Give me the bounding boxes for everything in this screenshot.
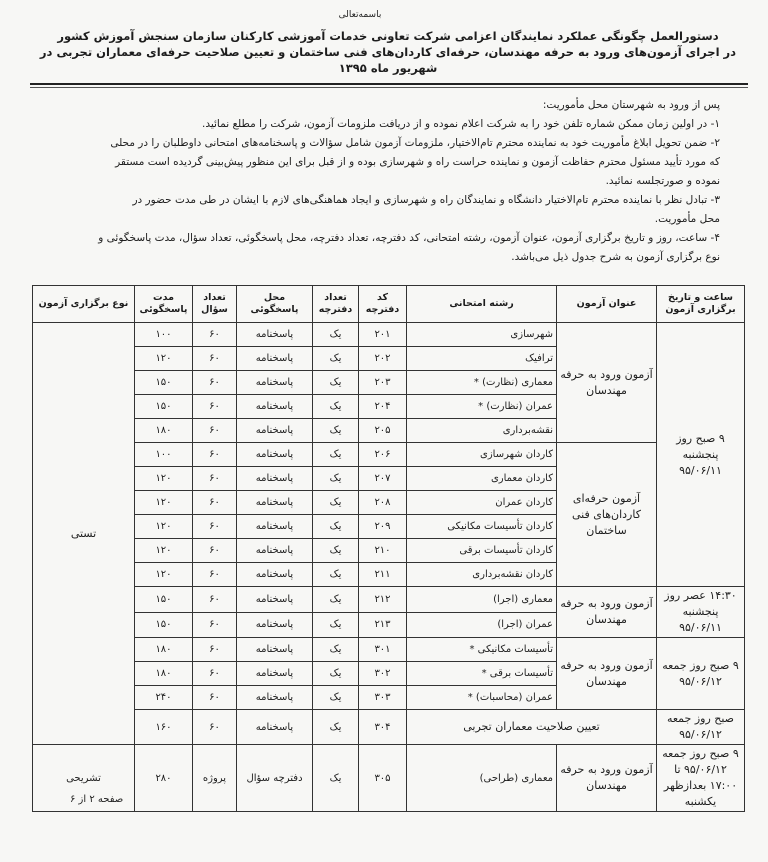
instruction-line: ۲- ضمن تحویل ابلاغ مأموریت خود به نماینده محترم تام‌الاختیار، ملزومات آزمون شامل سؤالات و پاسخنامه‌های امتحانی داوطلبان را در محلی [110, 137, 720, 149]
answer-place: پاسخنامه [237, 662, 313, 686]
instruction-line: ۴- ساعت، روز و تاریخ برگزاری آزمون، عنوان آزمون، رشته امتحانی، کد دفترچه، تعداد دفترچه، محل پاسخگوئی، تعداد سؤال، مدت پاسخگوئی و [98, 232, 720, 244]
booklet-count: یک [313, 443, 359, 467]
booklet-count: یک [313, 662, 359, 686]
booklet-count: یک [313, 395, 359, 419]
booklet-code: ۳۰۱ [359, 638, 407, 662]
col-header-time: ساعت و تاریخ برگزاری آزمون [657, 286, 745, 323]
booklet-count: یک [313, 686, 359, 710]
exam-title: آزمون ورود به حرفه مهندسان [557, 587, 657, 638]
booklet-code: ۲۱۱ [359, 563, 407, 587]
answer-place: پاسخنامه [237, 443, 313, 467]
instructions [20, 96, 720, 267]
table-row [33, 638, 745, 662]
booklet-count: یک [313, 745, 359, 812]
answer-place: پاسخنامه [237, 710, 313, 745]
duration: ۱۲۰ [135, 467, 193, 491]
answer-place: پاسخنامه [237, 638, 313, 662]
booklet-code: ۲۰۸ [359, 491, 407, 515]
booklet-count: یک [313, 419, 359, 443]
table-row [33, 443, 745, 467]
duration: ۱۰۰ [135, 443, 193, 467]
duration: ۱۵۰ [135, 612, 193, 638]
question-count: ۶۰ [193, 612, 237, 638]
col-header-field: رشته امتحانی [407, 286, 557, 323]
booklet-code: ۳۰۴ [359, 710, 407, 745]
exam-field: کاردان معماری [407, 467, 557, 491]
booklet-code: ۲۰۲ [359, 347, 407, 371]
answer-place: پاسخنامه [237, 371, 313, 395]
exam-time: ۹ صبح روز جمعه ۹۵/۰۶/۱۲ تا ۱۷:۰۰ بعدازظهر یکشنبه [657, 745, 745, 812]
question-count: پروژه [193, 745, 237, 812]
exam-type: تشریحی [33, 745, 135, 812]
duration: ۱۵۰ [135, 587, 193, 613]
question-count: ۶۰ [193, 710, 237, 745]
duration: ۱۵۰ [135, 371, 193, 395]
exam-field: عمران (اجرا) [407, 612, 557, 638]
table-row [33, 323, 745, 347]
exam-field: عمران (محاسبات) * [407, 686, 557, 710]
exam-field: کاردان تأسیسات مکانیکی [407, 515, 557, 539]
answer-place: پاسخنامه [237, 491, 313, 515]
duration: ۱۸۰ [135, 662, 193, 686]
booklet-count: یک [313, 612, 359, 638]
duration: ۱۲۰ [135, 539, 193, 563]
answer-place: پاسخنامه [237, 347, 313, 371]
table-body [33, 323, 745, 812]
exam-time: ۹ صبح روز جمعه ۹۵/۰۶/۱۲ [657, 638, 745, 710]
booklet-count: یک [313, 467, 359, 491]
exam-field: معماری (طراحی) [407, 745, 557, 812]
exam-field: شهرسازی [407, 323, 557, 347]
answer-place: پاسخنامه [237, 419, 313, 443]
col-header-code: کد دفترچه [359, 286, 407, 323]
answer-place: پاسخنامه [237, 612, 313, 638]
exam-field: کاردان شهرسازی [407, 443, 557, 467]
booklet-count: یک [313, 587, 359, 613]
booklet-code: ۲۰۹ [359, 515, 407, 539]
title-line-1: دستورالعمل چگونگی عملکرد نمایندگان اعزامی شرکت تعاونی خدمات آموزشی کارکنان سازمان سنجش آموزش کشور [57, 29, 719, 43]
bismillah-header: باسمه‌تعالی [338, 10, 382, 20]
answer-place: پاسخنامه [237, 563, 313, 587]
question-count: ۶۰ [193, 686, 237, 710]
question-count: ۶۰ [193, 323, 237, 347]
duration: ۱۵۰ [135, 395, 193, 419]
duration: ۱۲۰ [135, 515, 193, 539]
exam-field: معماری (اجرا) [407, 587, 557, 613]
duration: ۱۶۰ [135, 710, 193, 745]
booklet-count: یک [313, 515, 359, 539]
exam-schedule-table [32, 285, 745, 812]
answer-place: پاسخنامه [237, 515, 313, 539]
duration: ۲۴۰ [135, 686, 193, 710]
answer-place: پاسخنامه [237, 395, 313, 419]
question-count: ۶۰ [193, 638, 237, 662]
exam-field: کاردان تأسیسات برقی [407, 539, 557, 563]
booklet-count: یک [313, 371, 359, 395]
question-count: ۶۰ [193, 515, 237, 539]
exam-title: تعیین صلاحیت معماران تجربی [407, 710, 657, 745]
exam-title: آزمون ورود به حرفه مهندسان [557, 745, 657, 812]
answer-place: پاسخنامه [237, 587, 313, 613]
exam-field: تأسیسات مکانیکی * [407, 638, 557, 662]
booklet-code: ۳۰۲ [359, 662, 407, 686]
col-header-place: محل پاسخگوئی [237, 286, 313, 323]
booklet-code: ۲۰۳ [359, 371, 407, 395]
question-count: ۶۰ [193, 563, 237, 587]
booklet-code: ۲۰۱ [359, 323, 407, 347]
answer-place: پاسخنامه [237, 467, 313, 491]
exam-time: صبح روز جمعه ۹۵/۰۶/۱۲ [657, 710, 745, 745]
answer-place: پاسخنامه [237, 323, 313, 347]
duration: ۱۸۰ [135, 419, 193, 443]
title-line-2: در اجرای آزمون‌های ورود به حرفه مهندسان، حرفه‌ای کاردان‌های فنی ساختمان و تعیین صلاحیت حرفه‌ای معماران تجربی در شهریور ماه ۱۳۹۵ [39, 45, 737, 75]
instruction-line: پس از ورود به شهرستان محل مأموریت: [542, 99, 720, 111]
question-count: ۶۰ [193, 587, 237, 613]
question-count: ۶۰ [193, 395, 237, 419]
answer-place: دفترچه سؤال [237, 745, 313, 812]
duration: ۱۸۰ [135, 638, 193, 662]
col-header-type: نوع برگزاری آزمون [33, 286, 135, 323]
booklet-code: ۲۰۵ [359, 419, 407, 443]
booklet-count: یک [313, 710, 359, 745]
instruction-line: نوع برگزاری آزمون به شرح جدول ذیل می‌باشد. [511, 251, 720, 263]
booklet-code: ۲۱۰ [359, 539, 407, 563]
duration: ۱۲۰ [135, 563, 193, 587]
booklet-count: یک [313, 323, 359, 347]
table-row-descriptive [33, 745, 745, 812]
booklet-count: یک [313, 347, 359, 371]
duration: ۱۲۰ [135, 491, 193, 515]
page-number: صفحه ۲ از ۶ [70, 794, 124, 805]
instruction-line: نموده و صورتجلسه نمائید. [605, 175, 720, 187]
question-count: ۶۰ [193, 467, 237, 491]
instruction-line: ۳- تبادل نظر با نماینده محترم تام‌الاختیار دانشگاه و نمایندگان راه و شهرسازی و ایجاد هماهنگی‌های لازم با ایشان در طی مدت حضور در [132, 194, 720, 206]
table-header-row [33, 286, 745, 323]
col-header-duration: مدت پاسخگوئی [135, 286, 193, 323]
instruction-line: که مورد تأیید مسئول محترم حفاظت آزمون و نماینده حراست راه و شهرسازی بوده و از قبل برای این منظور پیش‌بینی گردیده است مستقر [115, 156, 720, 168]
answer-place: پاسخنامه [237, 539, 313, 563]
duration: ۱۰۰ [135, 323, 193, 347]
exam-field: تأسیسات برقی * [407, 662, 557, 686]
duration: ۲۸۰ [135, 745, 193, 812]
title-divider [30, 83, 748, 85]
exam-type: تستی [33, 323, 135, 745]
exam-field: عمران (نظارت) * [407, 395, 557, 419]
booklet-count: یک [313, 638, 359, 662]
question-count: ۶۰ [193, 419, 237, 443]
booklet-code: ۲۰۴ [359, 395, 407, 419]
instruction-line: ۱- در اولین زمان ممکن شماره تلفن خود را به شرکت اعلام نموده و از دریافت ملزومات آزمون، شرکت را مطلع نمائید. [201, 118, 720, 130]
table-row [33, 710, 745, 745]
exam-title: آزمون ورود به حرفه مهندسان [557, 323, 657, 443]
exam-field: نقشه‌برداری [407, 419, 557, 443]
question-count: ۶۰ [193, 347, 237, 371]
title-divider-thin [30, 87, 748, 88]
booklet-code: ۳۰۵ [359, 745, 407, 812]
question-count: ۶۰ [193, 662, 237, 686]
question-count: ۶۰ [193, 443, 237, 467]
document-title [38, 28, 738, 76]
booklet-count: یک [313, 491, 359, 515]
exam-time: ۱۴:۳۰ عصر روز پنجشنبه ۹۵/۰۶/۱۱ [657, 587, 745, 638]
answer-place: پاسخنامه [237, 686, 313, 710]
exam-field: کاردان عمران [407, 491, 557, 515]
instruction-line: محل مأموریت. [654, 213, 720, 225]
duration: ۱۲۰ [135, 347, 193, 371]
booklet-count: یک [313, 563, 359, 587]
booklet-count: یک [313, 539, 359, 563]
booklet-code: ۲۰۷ [359, 467, 407, 491]
booklet-code: ۲۰۶ [359, 443, 407, 467]
exam-time: ۹ صبح روز پنجشنبه ۹۵/۰۶/۱۱ [657, 323, 745, 587]
col-header-title: عنوان آزمون [557, 286, 657, 323]
question-count: ۶۰ [193, 491, 237, 515]
booklet-code: ۳۰۳ [359, 686, 407, 710]
exam-field: کاردان نقشه‌برداری [407, 563, 557, 587]
question-count: ۶۰ [193, 371, 237, 395]
col-header-count: تعداد دفترچه [313, 286, 359, 323]
booklet-code: ۲۱۲ [359, 587, 407, 613]
question-count: ۶۰ [193, 539, 237, 563]
exam-field: ترافیک [407, 347, 557, 371]
booklet-code: ۲۱۳ [359, 612, 407, 638]
table-row [33, 587, 745, 613]
exam-field: معماری (نظارت) * [407, 371, 557, 395]
exam-title: آزمون حرفه‌ای کاردان‌های فنی ساختمان [557, 443, 657, 587]
col-header-questions: تعداد سؤال [193, 286, 237, 323]
exam-title: آزمون ورود به حرفه مهندسان [557, 638, 657, 710]
